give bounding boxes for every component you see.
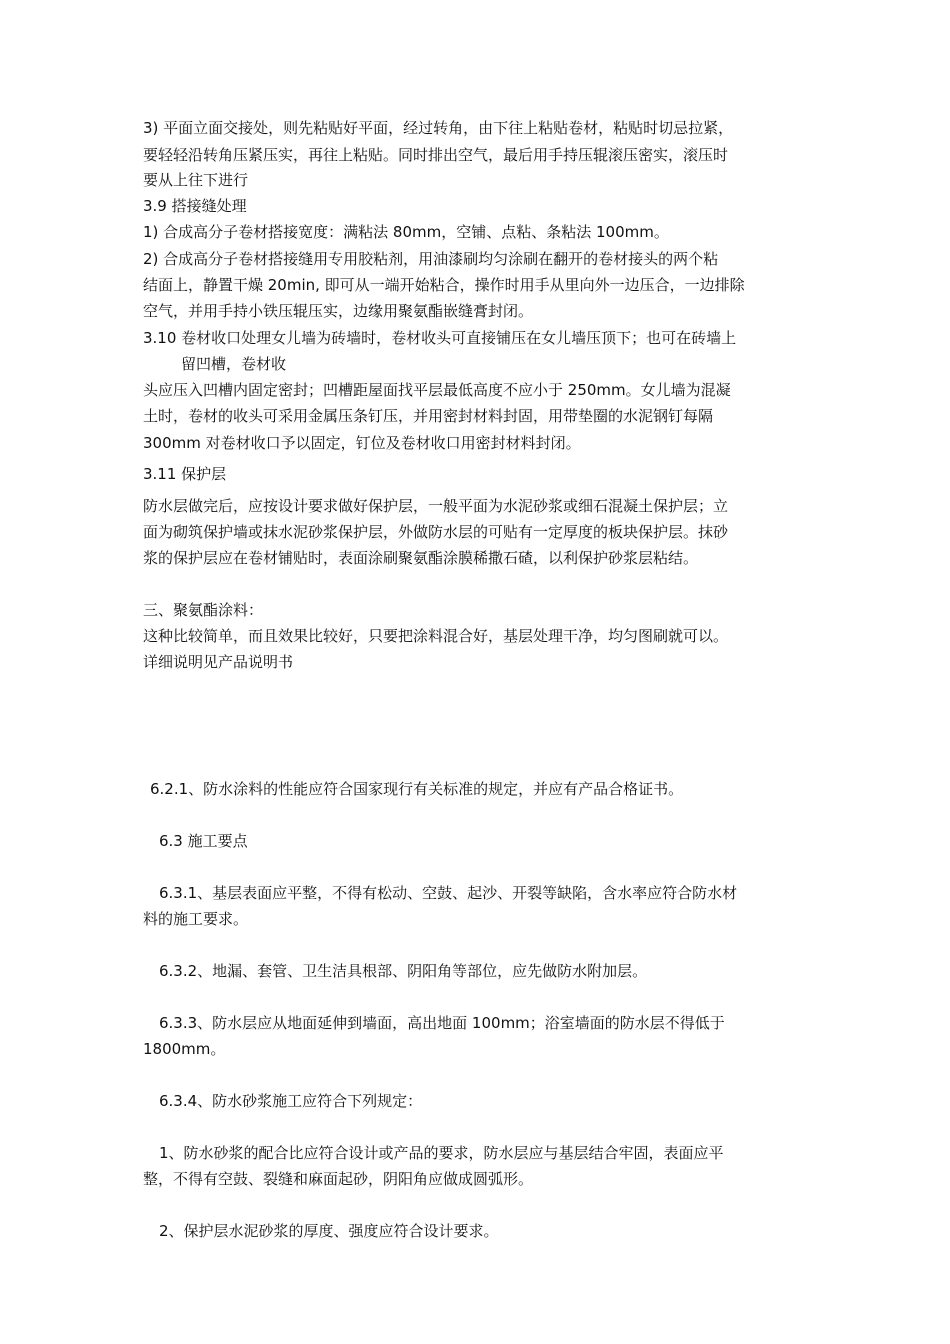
paragraph-line: 头应压入凹槽内固定密封；凹槽距屋面找平层最低高度不应小于 250mm。女儿墙为混凝	[143, 381, 731, 399]
paragraph-line: 300mm 对卷材收口予以固定，钉位及卷材收口用密封材料封闭。	[143, 434, 581, 452]
section-heading: 3.9 搭接缝处理	[143, 197, 247, 215]
section-heading: 6.3 施工要点	[159, 832, 248, 850]
paragraph-line: 详细说明见产品说明书	[143, 653, 294, 671]
paragraph-line: 6.3.1、基层表面应平整，不得有松动、空鼓、起沙、开裂等缺陷，含水率应符合防水材	[159, 884, 738, 902]
paragraph-line: 2、保护层水泥砂浆的厚度、强度应符合设计要求。	[159, 1222, 499, 1240]
paragraph-line: 1) 合成高分子卷材搭接宽度：满粘法 80mm，空铺、点粘、条粘法 100mm。	[143, 223, 669, 241]
paragraph-line: 土时，卷材的收头可采用金属压条钉压，并用密封材料封固，用带垫圈的水泥钢钉每隔	[143, 407, 714, 425]
paragraph-line: 整，不得有空鼓、裂缝和麻面起砂，阴阳角应做成圆弧形。	[143, 1170, 534, 1188]
paragraph-line: 1800mm。	[143, 1040, 226, 1058]
paragraph-line: 面为砌筑保护墙或抹水泥砂浆保护层，外做防水层的可贴有一定厚度的板块保护层。抹砂	[143, 523, 729, 541]
section-heading: 三、聚氨酯涂料：	[143, 601, 264, 619]
paragraph-line: 结面上，静置干燥 20min, 即可从一端开始粘合，操作时用手从里向外一边压合，一边排除	[143, 276, 745, 294]
paragraph-line: 空气，并用手持小铁压辊压实，边缘用聚氨酯嵌缝膏封闭。	[143, 302, 534, 320]
paragraph-line: 料的施工要求。	[143, 910, 249, 928]
paragraph-line: 2) 合成高分子卷材搭接缝用专用胶粘剂，用油漆刷均匀涂刷在翻开的卷材接头的两个粘	[143, 250, 719, 268]
section-heading: 3.11 保护层	[143, 465, 227, 483]
paragraph-line: 6.3.3、防水层应从地面延伸到墙面，高出地面 100mm；浴室墙面的防水层不得低于	[159, 1014, 725, 1032]
paragraph-line: 要轻轻沿转角压紧压实，再往上粘贴。同时排出空气，最后用手持压辊滚压密实，滚压时	[143, 146, 729, 164]
paragraph-line: 6.3.2、地漏、套管、卫生洁具根部、阴阳角等部位，应先做防水附加层。	[159, 962, 648, 980]
paragraph-line: 1、防水砂浆的配合比应符合设计或产品的要求，防水层应与基层结合牢固，表面应平	[159, 1144, 724, 1162]
paragraph-line: 留凹槽，卷材收	[181, 355, 287, 373]
paragraph-line: 6.3.4、防水砂浆施工应符合下列规定：	[159, 1092, 423, 1110]
paragraph-line: 这种比较简单，而且效果比较好，只要把涂料混合好，基层处理干净，均匀图刷就可以。	[143, 627, 729, 645]
paragraph-line: 防水层做完后，应按设计要求做好保护层，一般平面为水泥砂浆或细石混凝土保护层；立	[143, 497, 729, 515]
paragraph-line: 3.10 卷材收口处理女儿墙为砖墙时，卷材收头可直接铺压在女儿墙压顶下；也可在砖墙上	[143, 329, 737, 347]
paragraph-line: 要从上往下进行	[143, 171, 249, 189]
paragraph-line: 6.2.1、防水涂料的性能应符合国家现行有关标准的规定，并应有产品合格证书。	[150, 780, 684, 798]
paragraph-line: 浆的保护层应在卷材铺贴时，表面涂刷聚氨酯涂膜稀撒石碴，以利保护砂浆层粘结。	[143, 549, 699, 567]
paragraph-line: 3) 平面立面交接处，则先粘贴好平面，经过转角，由下往上粘贴卷材，粘贴时切忌拉紧，	[143, 119, 734, 137]
